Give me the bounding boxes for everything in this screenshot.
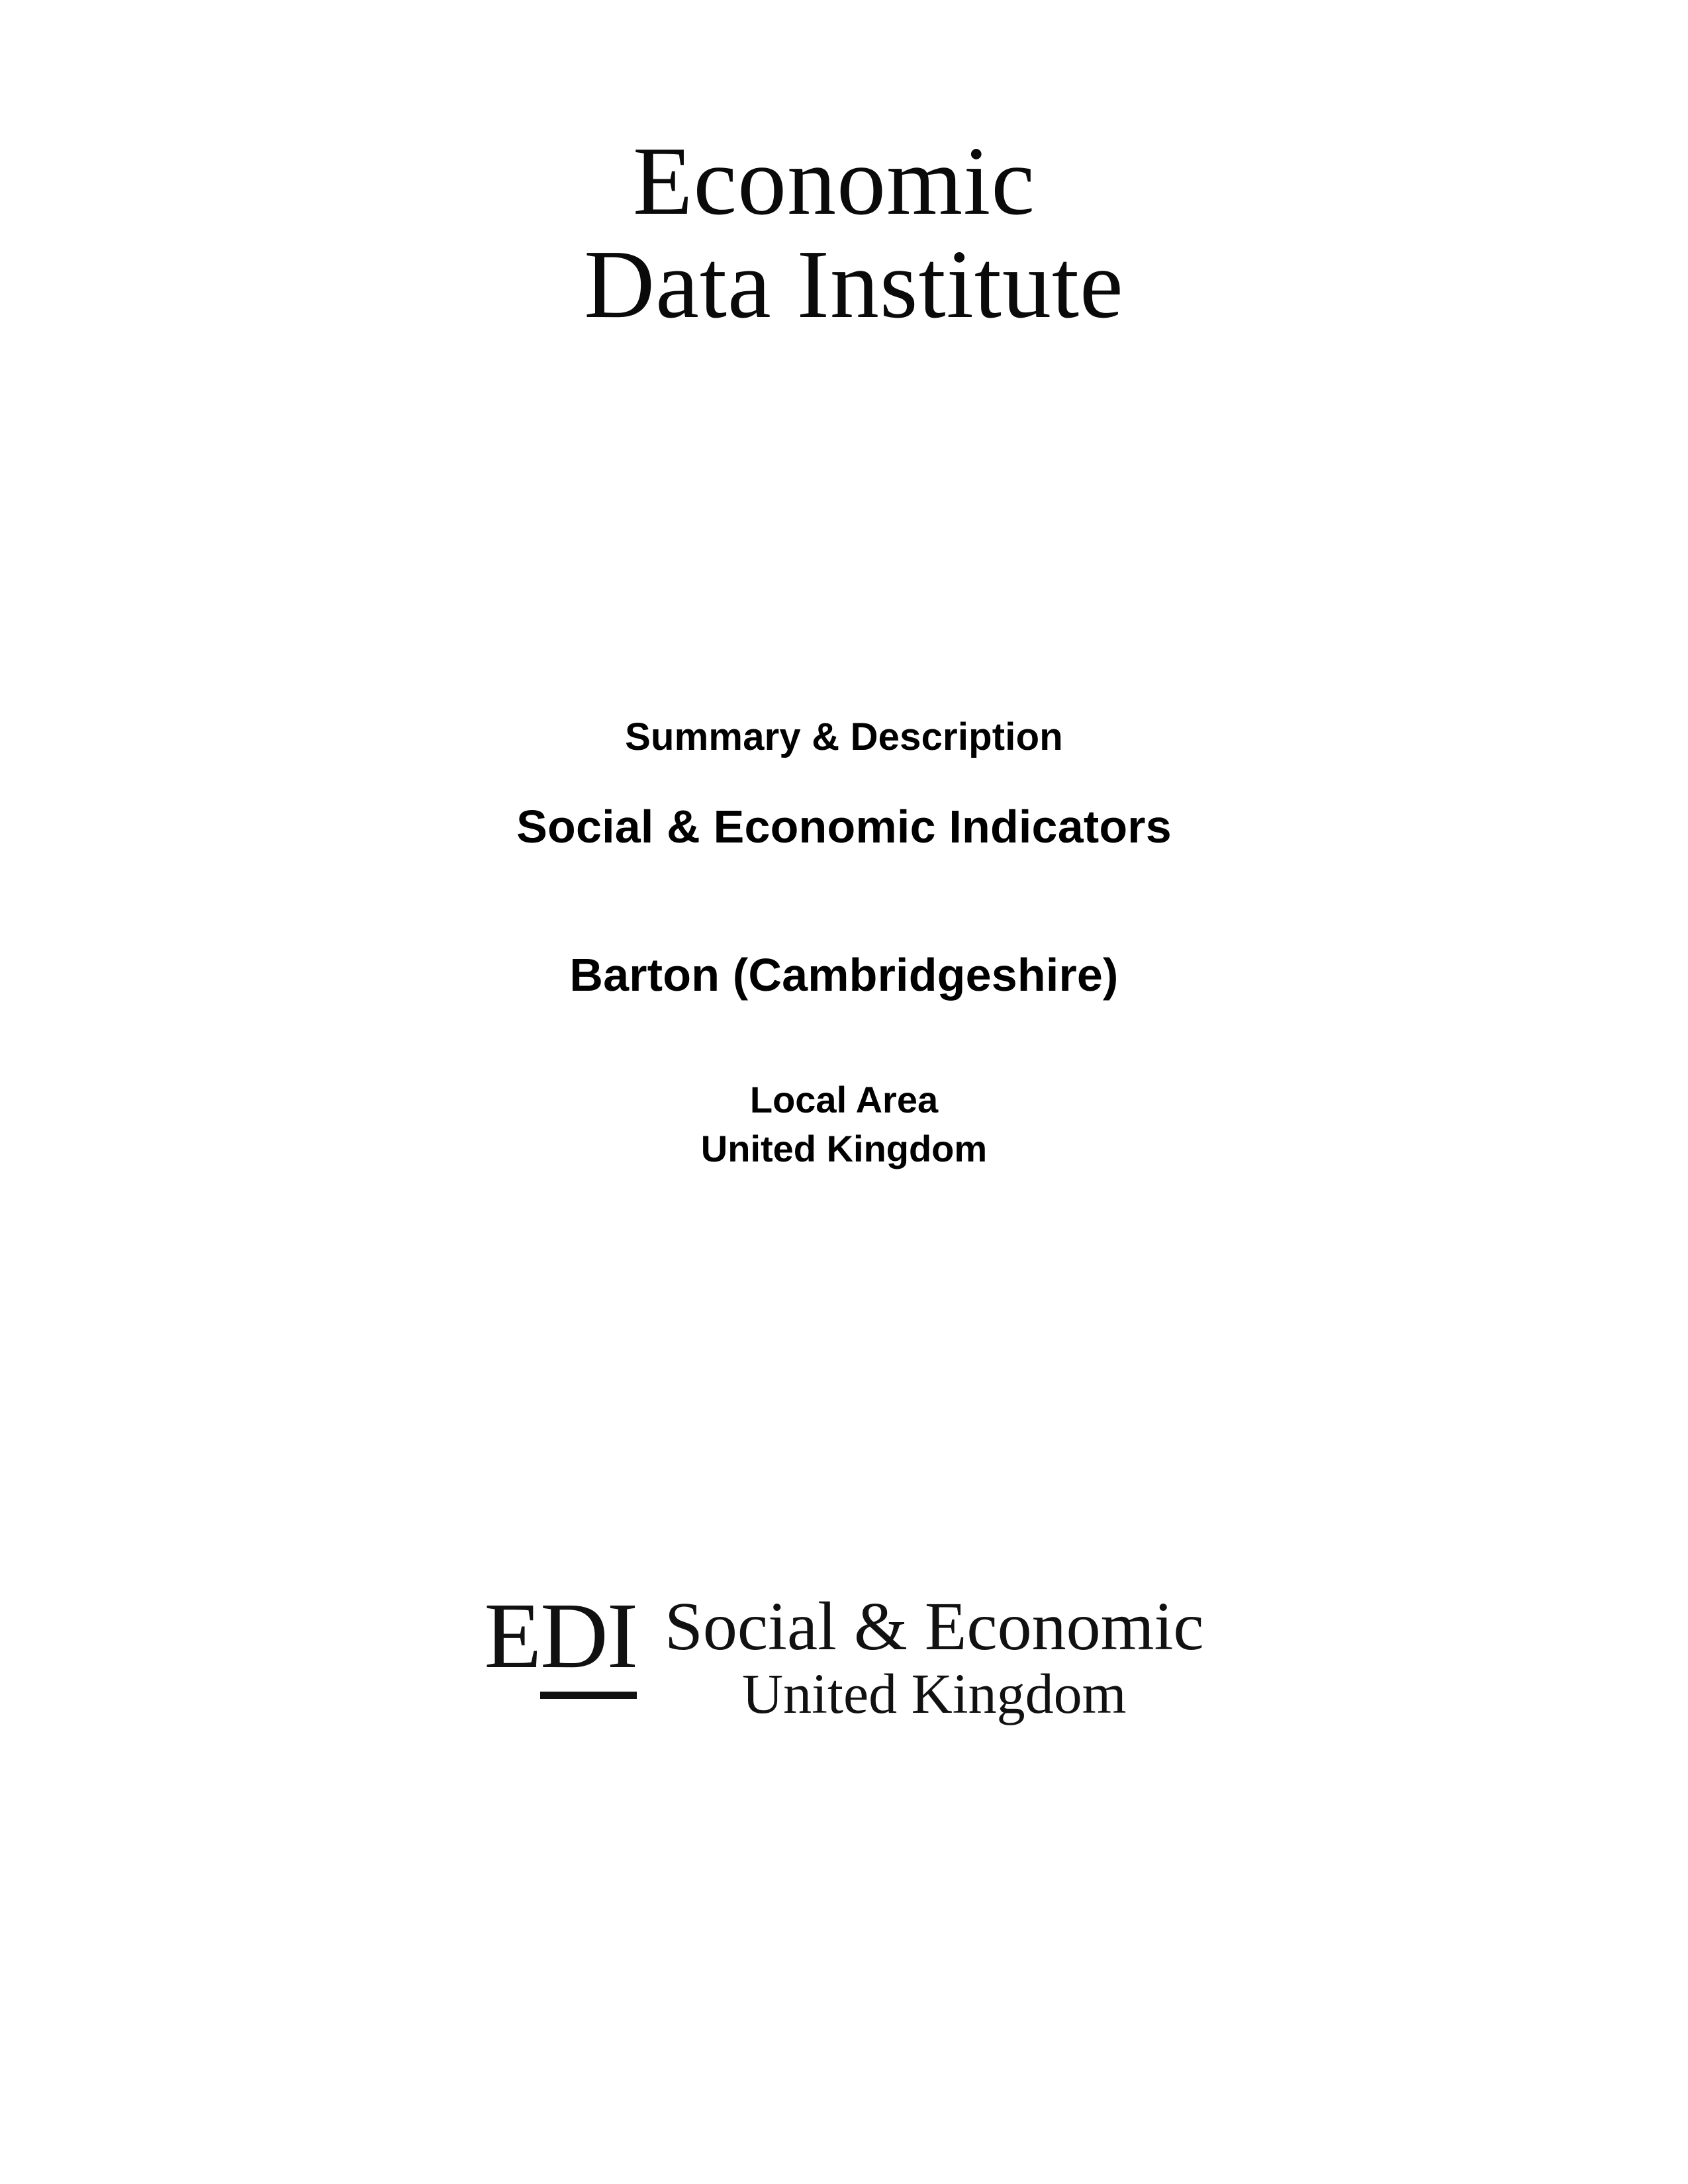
document-scope-line1: Local Area	[749, 1079, 939, 1120]
edi-wordmark-line1: Social & Economic	[665, 1588, 1204, 1664]
document-scope	[0, 1075, 1688, 1173]
edi-monogram-underlined: DI	[540, 1583, 637, 1699]
publisher-logo-line1: Economic	[632, 127, 1036, 236]
document-area: Barton (Cambridgeshire)	[569, 949, 1119, 1001]
publisher-logo	[0, 127, 1688, 339]
document-subject: Social & Economic Indicators	[516, 801, 1172, 852]
publisher-logo-line2: Data Institute	[584, 230, 1124, 339]
edi-monogram-prefix: E	[484, 1583, 541, 1688]
edi-wordmark	[665, 1588, 1204, 1725]
edi-wordmark-line2: United Kingdom	[742, 1662, 1127, 1725]
title-block	[0, 715, 1688, 1173]
document-scope-line2: United Kingdom	[700, 1127, 988, 1169]
edi-footer-logo	[0, 1583, 1688, 1725]
edi-monogram	[484, 1583, 637, 1693]
document-kicker: Summary & Description	[625, 715, 1063, 758]
